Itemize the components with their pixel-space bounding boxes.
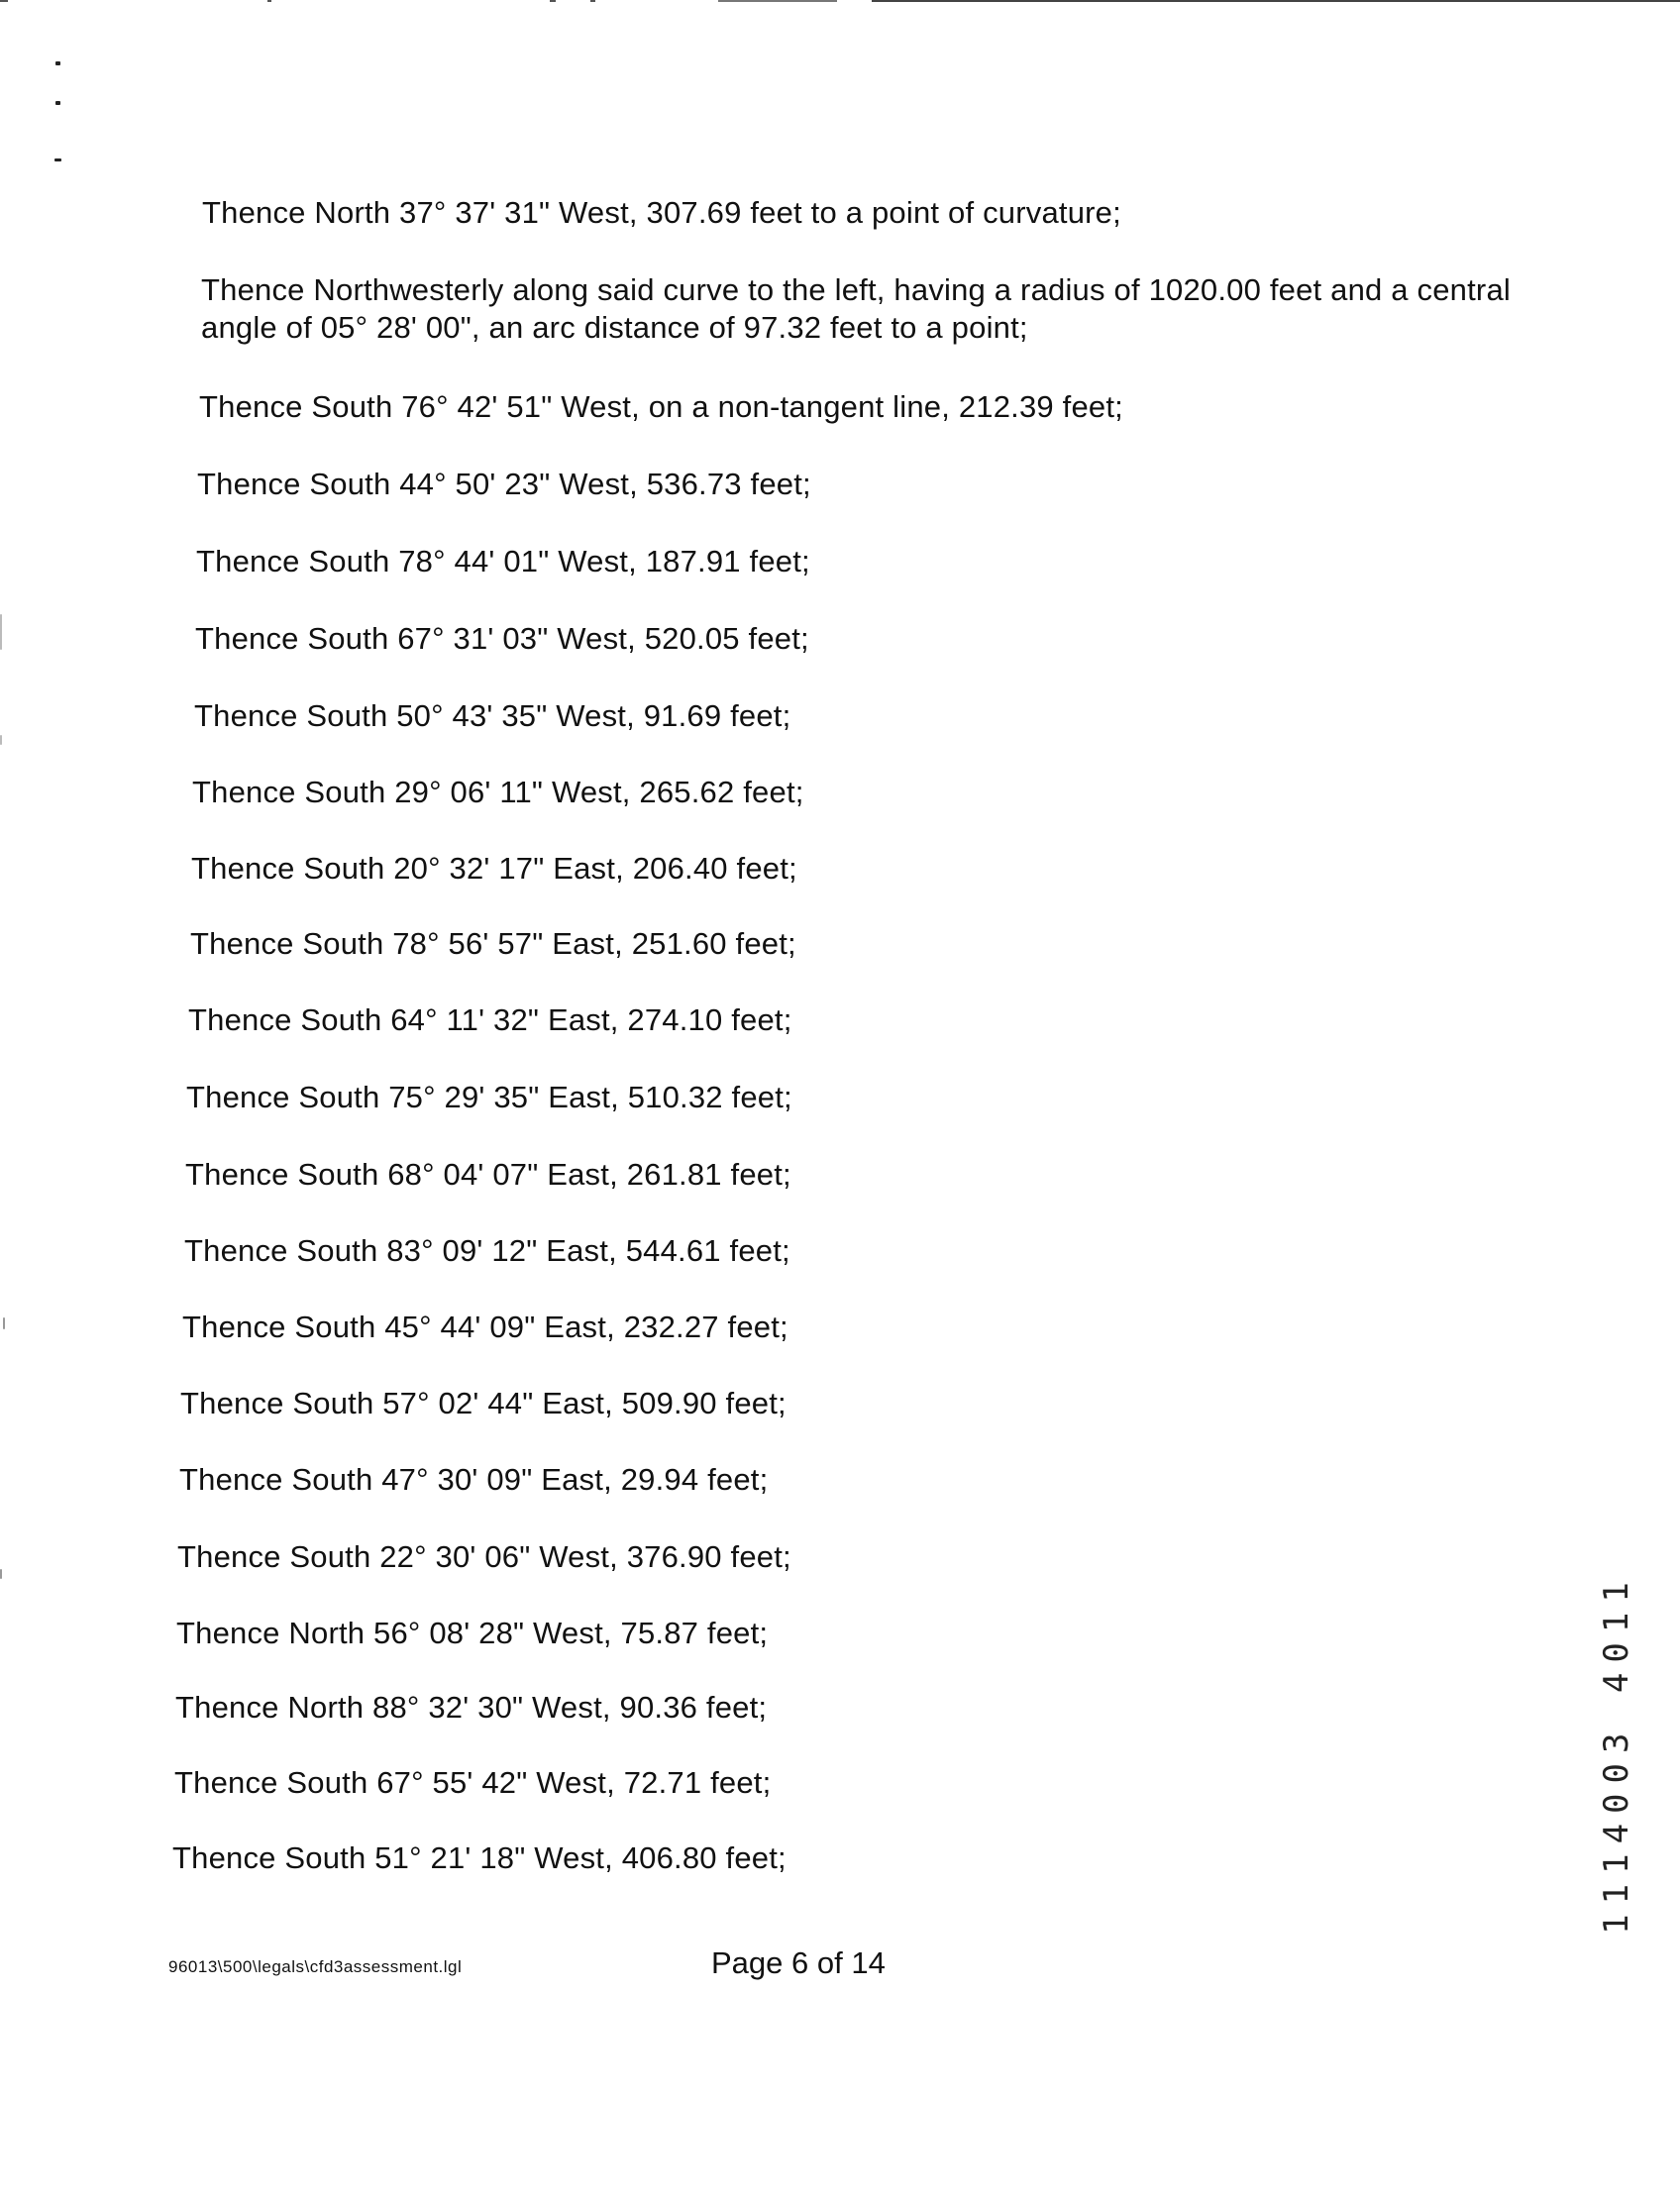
- page-number: Page 6 of 14: [711, 1945, 886, 1980]
- margin-mark: [0, 1569, 2, 1579]
- file-path-footer: 96013\500\legals\cfd3assessment.lgl: [168, 1957, 463, 1976]
- course-line: Thence South 50° 43' 35" West, 91.69 feet;: [194, 698, 791, 733]
- course-line: Thence South 78° 44' 01" West, 187.91 feet;: [196, 544, 810, 578]
- course-line: Thence North 37° 37' 31" West, 307.69 feet to a point of curvature;: [202, 195, 1121, 230]
- margin-mark: [0, 735, 2, 745]
- course-line: Thence South 76° 42' 51" West, on a non-tangent line, 212.39 feet;: [199, 389, 1123, 424]
- margin-mark: [3, 1317, 5, 1329]
- course-line: Thence South 22° 30' 06" West, 376.90 feet;: [177, 1539, 791, 1574]
- margin-mark: [55, 101, 60, 105]
- course-line: Thence South 78° 56' 57" East, 251.60 feet;: [190, 926, 796, 961]
- margin-mark: [55, 61, 60, 65]
- curve-paragraph: Thence Northwesterly along said curve to the left, having a radius of 1020.00 feet and a central angle of 05° 28' 00", an arc distance of 97.32 feet to a point;: [201, 272, 1511, 345]
- course-line: Thence South 75° 29' 35" East, 510.32 feet;: [186, 1080, 792, 1114]
- course-line: Thence South 29° 06' 11" West, 265.62 feet;: [192, 775, 804, 809]
- course-line: Thence North 56° 08' 28" West, 75.87 feet;: [176, 1616, 769, 1650]
- course-line: Thence South 67° 31' 03" West, 520.05 feet;: [195, 621, 809, 656]
- margin-mark: [0, 614, 2, 650]
- course-line: Thence South 57° 02' 44" East, 509.90 feet;: [180, 1386, 787, 1420]
- course-line: Thence South 44° 50' 23" West, 536.73 feet;: [197, 467, 811, 501]
- course-line: Thence South 68° 04' 07" East, 261.81 feet;: [185, 1157, 791, 1192]
- course-line: Thence South 67° 55' 42" West, 72.71 feet;: [174, 1765, 772, 1800]
- course-line: Thence South 47° 30' 09" East, 29.94 feet;: [179, 1462, 769, 1497]
- scan-edge-line: [0, 0, 1680, 3]
- recording-stamp: [1587, 1572, 1646, 1935]
- recording-stamp-text: 1114003 4011: [1597, 1572, 1636, 1935]
- course-line: Thence South 51° 21' 18" West, 406.80 feet;: [172, 1840, 787, 1875]
- margin-mark: [54, 158, 61, 161]
- course-line: Thence South 83° 09' 12" East, 544.61 feet;: [184, 1233, 790, 1268]
- course-line: Thence South 45° 44' 09" East, 232.27 feet;: [182, 1310, 788, 1344]
- course-line: Thence South 64° 11' 32" East, 274.10 feet;: [188, 1002, 792, 1037]
- course-line: Thence North 88° 32' 30" West, 90.36 feet;: [175, 1690, 768, 1725]
- course-line: Thence South 20° 32' 17" East, 206.40 feet;: [191, 851, 797, 886]
